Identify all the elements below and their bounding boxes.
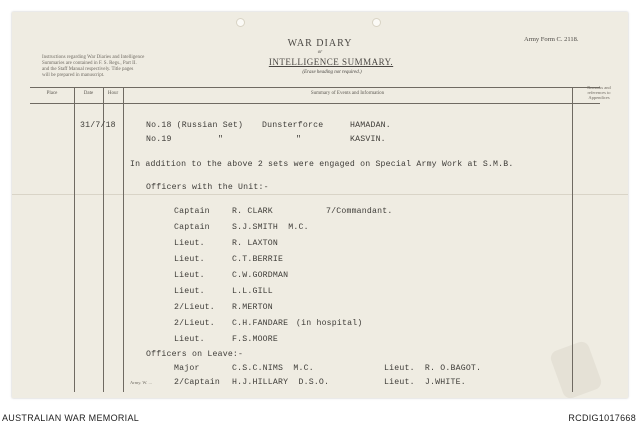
officer-name: C.W.GORDMAN bbox=[232, 271, 289, 280]
officer-rank: 2/Lieut. bbox=[174, 319, 215, 328]
ditto-mark: " bbox=[218, 135, 224, 144]
column-divider bbox=[103, 87, 104, 392]
footer-source: AUSTRALIAN WAR MEMORIAL bbox=[2, 413, 140, 423]
table-top-rule bbox=[30, 87, 600, 88]
instruction-line: Summaries are contained in F. S. Regs., Part II. bbox=[42, 61, 137, 66]
column-header-place: Place bbox=[46, 91, 58, 96]
form-or: or bbox=[317, 50, 323, 55]
officer-note: 7/Commandant. bbox=[326, 207, 393, 216]
column-header-hour: Hour bbox=[107, 91, 119, 96]
officer-rank: Lieut. bbox=[174, 239, 205, 248]
form-subtitle: INTELLIGENCE SUMMARY. bbox=[268, 57, 394, 67]
officer-name: R. LAXTON bbox=[232, 239, 279, 248]
leave-rank: 2/Captain bbox=[174, 378, 221, 387]
officer-rank: Lieut. bbox=[174, 287, 205, 296]
set1-place: HAMADAN. bbox=[350, 121, 391, 130]
entry-date: 31/7/18 bbox=[80, 121, 116, 130]
officer-rank: Lieut. bbox=[174, 255, 205, 264]
leave-name: C.S.C.NIMS M.C. bbox=[232, 364, 314, 373]
column-header-summary: Summary of Events and Information bbox=[310, 91, 385, 96]
officer-rank: Captain bbox=[174, 207, 210, 216]
set1-force: Dunsterforce bbox=[262, 121, 324, 130]
print-line: Army. W. ... bbox=[130, 380, 152, 385]
army-form-number: Army Form C. 2118. bbox=[524, 36, 579, 43]
officer-rank: 2/Lieut. bbox=[174, 303, 215, 312]
set1-number: No.18 (Russian Set) bbox=[146, 121, 244, 130]
officer-rank: Lieut. bbox=[174, 271, 205, 280]
column-divider bbox=[74, 87, 75, 392]
erase-note: (Erase heading not required.) bbox=[302, 70, 362, 75]
remarks-line: Appendices bbox=[588, 95, 610, 100]
addition-note: In addition to the above 2 sets were engaged on Special Army Work at S.M.B. bbox=[130, 160, 514, 169]
officer-name: R. CLARK bbox=[232, 207, 273, 216]
leave-heading: Officers on Leave:- bbox=[146, 350, 244, 359]
officer-note: (in hospital) bbox=[296, 319, 363, 328]
punch-hole bbox=[236, 18, 245, 27]
column-divider bbox=[572, 87, 573, 392]
column-header-remarks bbox=[574, 85, 624, 100]
form-title: WAR DIARY bbox=[287, 38, 353, 49]
officer-name: C.H.FANDARE bbox=[232, 319, 289, 328]
officer-name: L.L.GILL bbox=[232, 287, 273, 296]
instruction-line: Instructions regarding War Diaries and Intelligence bbox=[42, 55, 145, 60]
officer-name: R.MERTON bbox=[232, 303, 273, 312]
table-header-rule bbox=[30, 103, 600, 104]
officer-name: C.T.BERRIE bbox=[232, 255, 284, 264]
leave-rank: Major bbox=[174, 364, 200, 373]
set2-number: No.19 bbox=[146, 135, 172, 144]
officer-rank: Lieut. bbox=[174, 335, 205, 344]
officer-name: S.J.SMITH M.C. bbox=[232, 223, 309, 232]
column-divider bbox=[123, 87, 124, 392]
instruction-line: will be prepared in manuscript. bbox=[42, 73, 105, 78]
officers-heading: Officers with the Unit:- bbox=[146, 183, 269, 192]
leave-lieut: Lieut. R. O.BAGOT. bbox=[384, 364, 482, 373]
leave-name: H.J.HILLARY D.S.O. bbox=[232, 378, 330, 387]
fold-line bbox=[12, 194, 628, 195]
officer-rank: Captain bbox=[174, 223, 210, 232]
remarks-line: Remarks and bbox=[587, 85, 611, 90]
instruction-line: and the Staff Manual respectively. Title pages bbox=[42, 67, 134, 72]
remarks-line: references to bbox=[587, 90, 611, 95]
officer-name: F.S.MOORE bbox=[232, 335, 279, 344]
ditto-mark: " bbox=[296, 135, 302, 144]
column-header-date: Date bbox=[83, 91, 94, 96]
leave-lieut: Lieut. J.WHITE. bbox=[384, 378, 466, 387]
punch-hole bbox=[372, 18, 381, 27]
footer-id: RCDIG1017668 bbox=[568, 413, 636, 423]
set2-place: KASVIN. bbox=[350, 135, 386, 144]
